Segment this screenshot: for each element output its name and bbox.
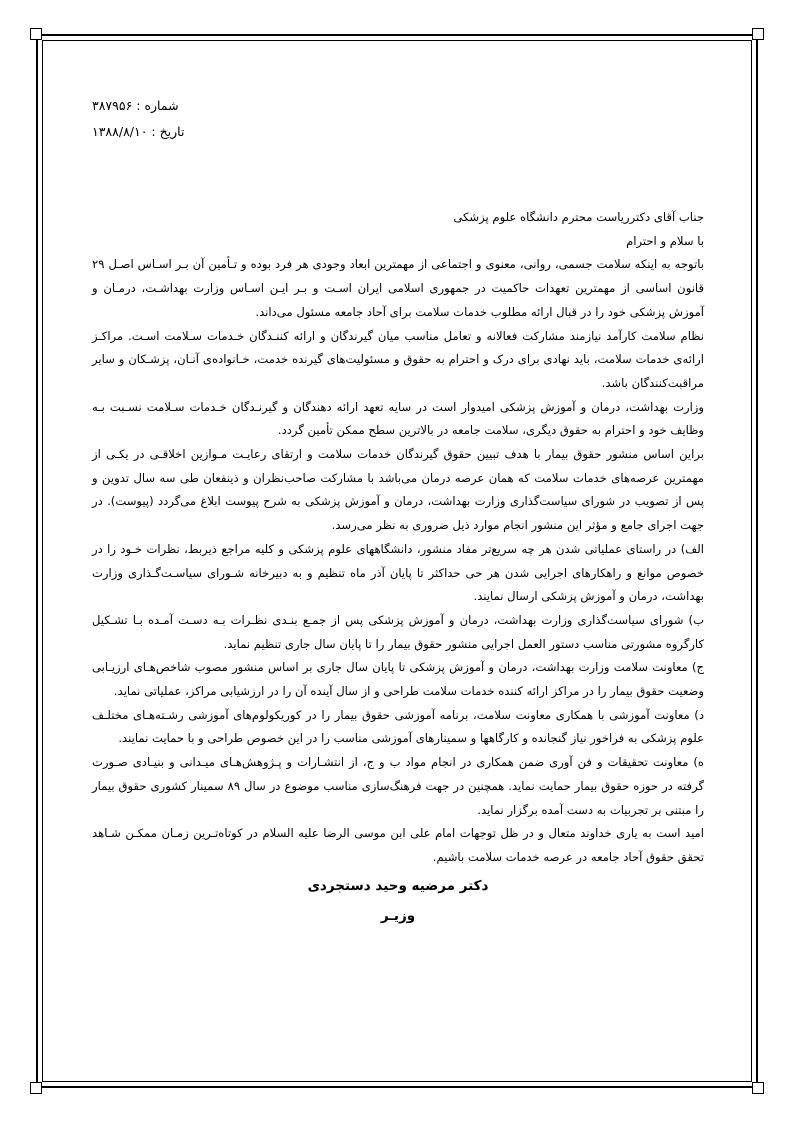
letter-date: تاریخ : ۱۳۸۸/۸/۱۰ xyxy=(92,124,185,139)
paragraph-item-dal: د) معاونت آموزشی با همکاری معاونت سلامت، برنامه آموزشی حقوق بیمار را در کوریکولوم‌های آموزشی رشـته‌هـای مختلـف علوم پزشکی به فراخور نیاز گنجانده و کارگاهها و سمینارهای آموزشی مناسب را در این خصوص طراحی و با حمایت نمایند. xyxy=(92,707,704,746)
border-corner-top-left xyxy=(30,28,42,40)
paragraph-item-he: ه) معاونت تحقیقات و فن آوری ضمن همکاری در انجام مواد ب و ج، از انتشـارات و پـژوهش‌هـای میـدانی و بنیـادی صـورت گرفته در حوزه حقوق بیمار حمایت نماید. همچنین در جهت فرهنگ‌سازی مناسب موضوع در سال ۸۹ سمینار کشوری حقوق بیمار را مبتنی بر تجربیات به دست آمده برگزار نماید. xyxy=(92,755,704,817)
addressee: جناب آقای دکتررياست محترم دانشگاه علوم پزشکی xyxy=(453,210,704,224)
paragraph-charter: براین اساس منشور حقوق بیمار با هدف تبیین حقوق گیرندگان خدمات سلامت و ارتقای رعایـت مـوازین اخلاقـی در یکـی از مهمترین عرصه‌های خدمات سلامت که همان عرصه درمان می‌باشد با مشارکت صاحب‌نظران و ذینفعان طی سه سال تدوین و پس از تصویب در شورای سیاست‌گذاری وزارت بهداشت، درمان و آموزش پزشکی به شرح پیوست ابلاغ می‌گردد (پیوست). در جهت اجرای جامع و مؤثر این منشور انجام موارد ذیل ضروری به نظر می‌رسد. xyxy=(92,447,704,533)
greeting: با سلام و احترام xyxy=(626,233,704,248)
paragraph-closing: امید است به یاری خداوند متعال و در ظل توجهات امام علی ابن موسی الرضا علیه السلام در کوتاه‌تـرین زمـان ممکـن شـاهد تحقق حقوق آحاد جامعه در عرصه خدمات سلامت باشیم. xyxy=(92,826,704,864)
border-corner-bottom-left xyxy=(30,1082,42,1094)
paragraph-health-system: نظام سلامت کارآمد نیازمند مشارکت فعالانه و تعامل مناسب میان گیرندگان و ارائه کننـدگان خـدمات سـلامت اسـت. مراکـز ارائه‌ی خدمات سلامت، باید نهادی برای درک و احترام به حقوق و مسئولیت‌های گیرنده خدمت، خـانواده‌ی آنـان، پزشـکان و سایر مراقبت‌کنندگان باشد. xyxy=(92,328,704,390)
letter-number: شماره : ۳۸۷۹۵۶ xyxy=(92,98,179,113)
paragraph-intro: باتوجه به اینکه سلامت جسمی، روانی، معنوی و اجتماعی از مهمترین ابعاد وجودی هر فرد بوده و تـأمین آن بـر اسـاس اصـل ۲۹ قانون اساسی از مهمترین تعهدات حاکمیت در جمهوری اسلامی ایران اسـت و بـر ایـن اسـاس وزارت بهداشـت، درمـان و آموزش پزشکی خود را در قبال ارائه مطلوب خدمات سلامت برای آحاد جامعه مسئول می‌داند. xyxy=(92,257,704,319)
border-corner-top-right xyxy=(752,28,764,40)
paragraph-ministry-hope: وزارت بهداشت، درمان و آموزش پزشکی امیدوار است در سایه تعهد ارائه دهندگان و گیرنـدگان خـدمات سـلامت نسـبت بـه وظایف خود و احترام به حقوق دیگری، سلامت جامعه در بالاترین سطح ممکن تأمین گردد. xyxy=(92,399,704,438)
paragraph-item-be: ب) شورای سیاست‌گذاری وزارت بهداشت، درمان و آموزش پزشکی پس از جمـع بنـدی نظـرات بـه دسـت آمـده بـا تشـکیل کارگروه مشورتی مناسب دستور العمل اجرایی منشور حقوق بیمار را تا پایان سال جاری تنظیم نماید. xyxy=(92,612,704,651)
paragraph-item-alef: الف) در راستای عملیاتی شدن هر چه سریع‌تر مفاد منشور، دانشگاههای علوم پزشکی و کلیه مراجع ذیربط، نظرات خـود را در خصوص موانع و راهکارهای اجرایی شدن هر حی حداکثر تا پایان آذر ماه تنظیم و به دبیرخانه شـورای سیاسـت‌گـذاری وزارت بهداشت، درمان و آموزش پزشکی ارسال نمایند. xyxy=(92,541,704,604)
signature-name: دکتر مرضیه وحید دستجردی xyxy=(307,878,489,894)
letter-body xyxy=(92,206,704,870)
signature-title: وزیـر xyxy=(380,908,416,924)
border-corner-bottom-right xyxy=(752,1082,764,1094)
paragraph-item-jim: ج) معاونت سلامت وزارت بهداشت، درمان و آموزش پزشکی تا پایان سال جاری بر اساس منشور مصوب شاخص‌هـای ارزیـابی وضعیت حقوق بیمار را در مراکز ارائه کننده خدمات سلامت طراحی و از سال آینده آن را در ارزشیابی مراکز، عملیاتی نماید. xyxy=(92,660,704,699)
